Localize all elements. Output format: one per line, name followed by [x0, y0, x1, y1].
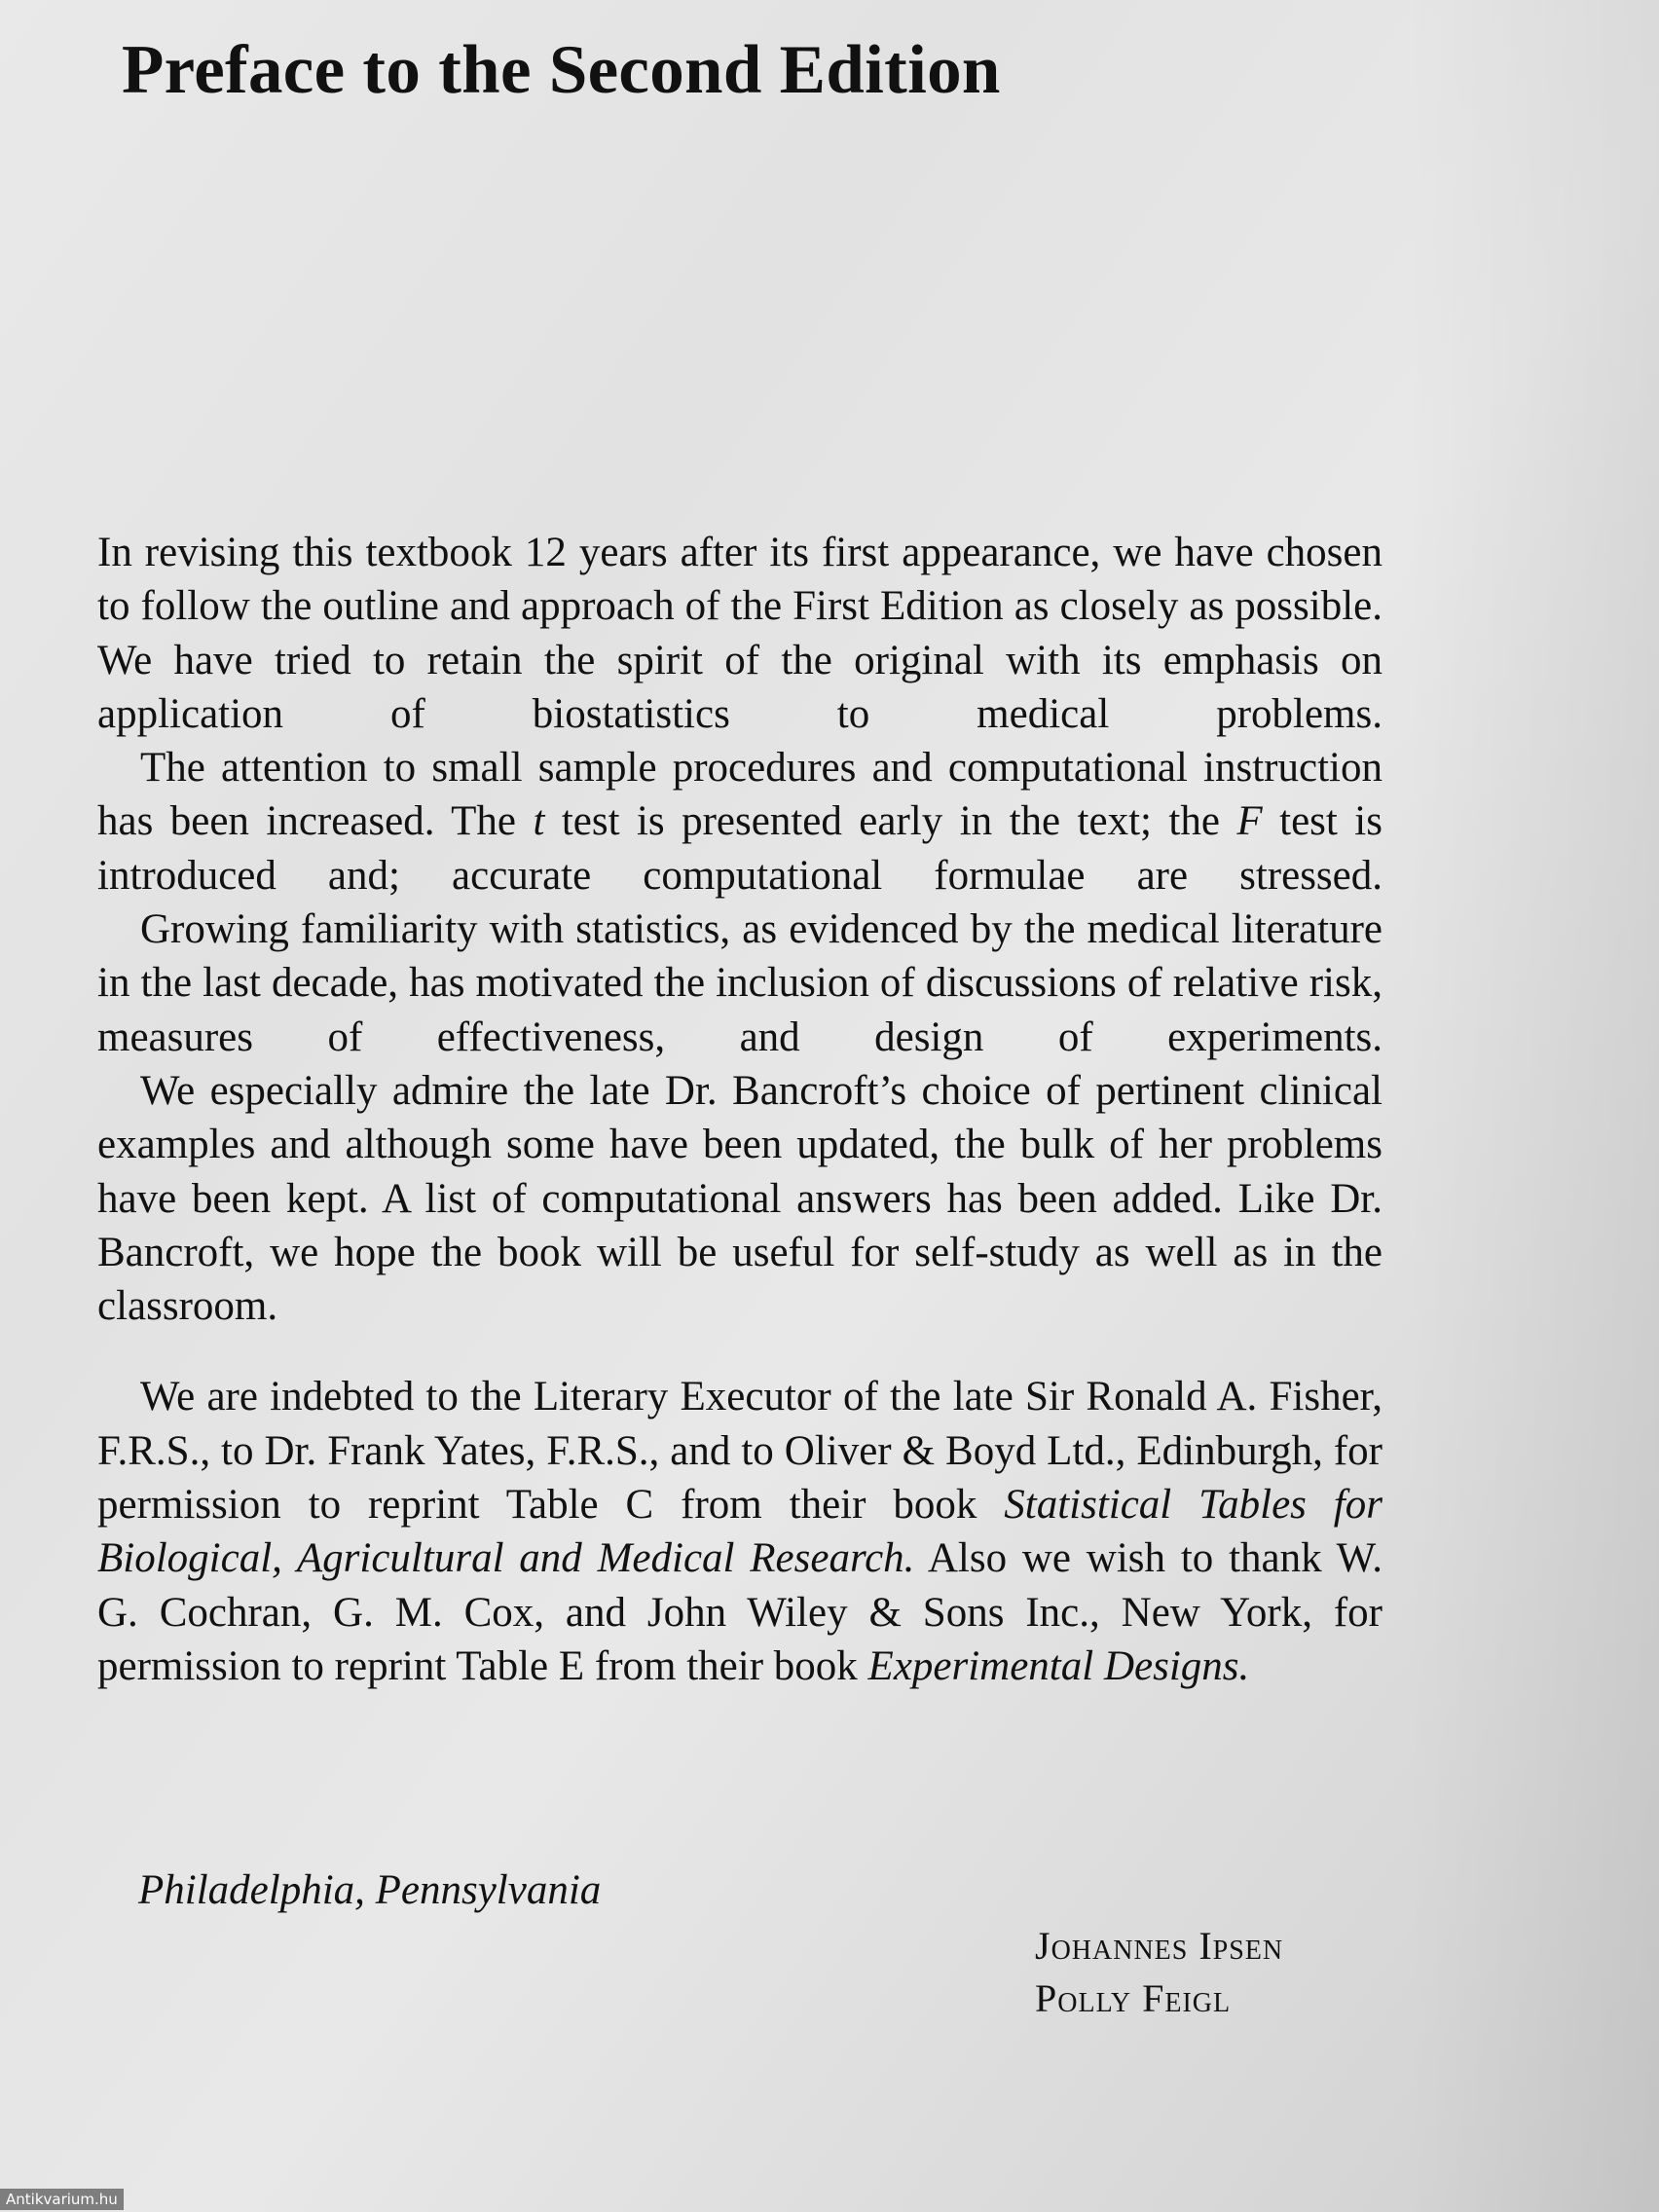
- author-1: Johannes Ipsen: [1035, 1924, 1284, 1968]
- paragraph-2-a: The: [451, 798, 534, 845]
- watermark: Antikvarium.hu: [0, 2189, 124, 2210]
- ack-part-1: We are indebted to the Literary Executor of the late Sir Ronald A. Fisher, F.R.S., to Dr. Frank Yates, F.R.S., and to Oliver & Boyd Ltd., Edinburgh, for permission to reprint Table C from their book: [97, 1374, 1382, 1529]
- paragraph-2-c: test is introduced and; accurate computational formulae are stressed.: [97, 798, 1382, 899]
- t-symbol: t: [533, 798, 545, 845]
- paragraph-2-b: test is presented early in the text; the: [544, 798, 1237, 845]
- acknowledgement-paragraph: [97, 1370, 1382, 1693]
- preface-body: [97, 526, 1382, 1693]
- paragraph-2: [97, 741, 1382, 903]
- paragraph-3: Growing familiarity with statistics, as evidenced by the medical literature in the last decade, has motivated the inclusion of discussions of relative risk, measures of effectiveness, and design of experiments.: [97, 906, 1382, 1060]
- ack-part-2: Also we wish to thank W. G. Cochran, G. M. Cox, and John Wiley & Sons Inc., New York, for permission to reprint Table E from their book: [97, 1535, 1382, 1689]
- page-title: Preface to the Second Edition: [122, 32, 1001, 108]
- ack-book-2: Experimental Designs.: [867, 1642, 1250, 1689]
- place-line: Philadelphia, Pennsylvania: [138, 1867, 602, 1913]
- f-symbol: F: [1236, 798, 1263, 845]
- paragraph-gap: [97, 1333, 1382, 1370]
- paragraph-2-lead: The attention to small sample procedures and computational instruction has been increased.: [97, 745, 1382, 845]
- page-shading: [1406, 0, 1659, 2212]
- paragraph-4: We especially admire the late Dr. Bancroft’s choice of pertinent clinical examples and although some have been updated, the bulk of her problems have been kept. A list of computational answers has been added. Like Dr. Bancroft, we hope the book will be useful for self-study as well as in the classroom.: [97, 1067, 1382, 1330]
- author-2: Polly Feigl: [1035, 1976, 1232, 2020]
- paragraph-1: In revising this textbook 12 years after its first appearance, we have chosen to follow the outline and approach of the First Edition as closely as possible. We have tried to retain the spirit of the original with its emphasis on application of biostatistics to medical problems.: [97, 530, 1382, 737]
- ack-book-1: Statistical Tables for Biological, Agricultural and Medical Research.: [97, 1482, 1382, 1582]
- author-signature: [1035, 1920, 1283, 2025]
